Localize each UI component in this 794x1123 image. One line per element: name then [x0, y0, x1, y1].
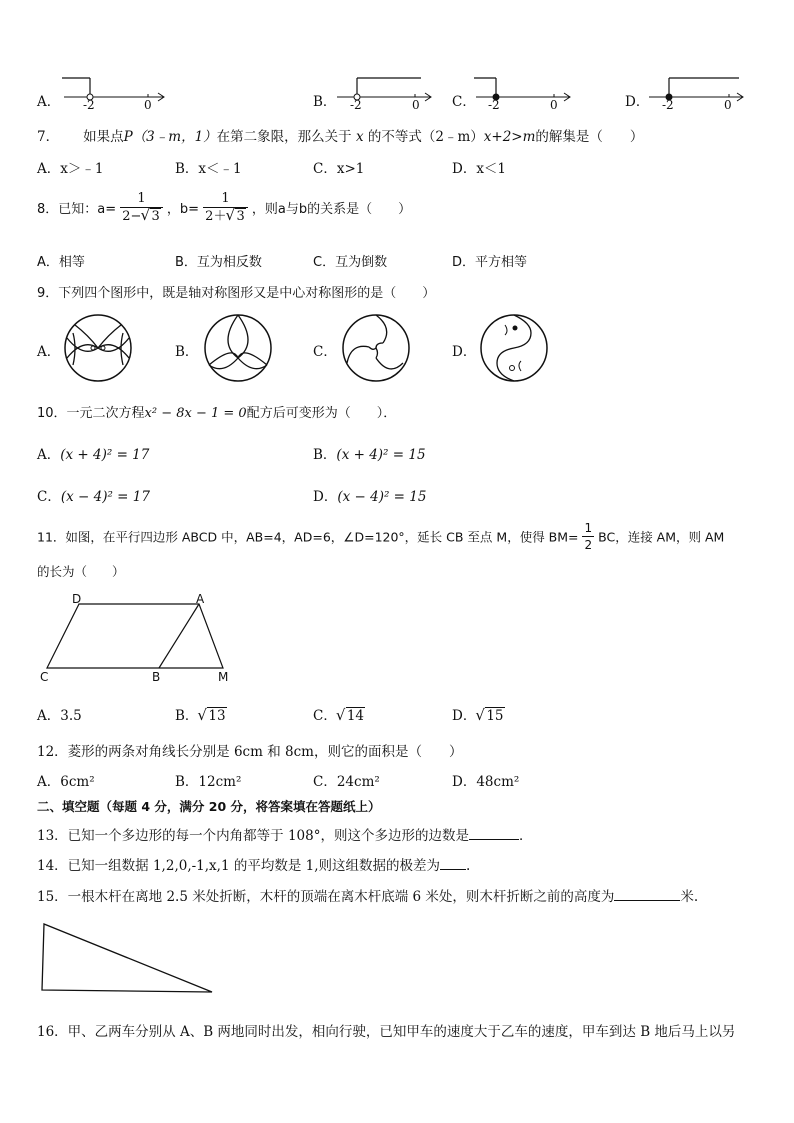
q7-stem: [37, 125, 643, 145]
q9-stem: 9．下列四个图形中，既是轴对称图形又是中心对称图形的是（ ）: [37, 286, 436, 301]
q11-label-c: C: [40, 670, 49, 684]
q15-answer-blank[interactable]: [614, 888, 680, 901]
q6-option-d-label: D．: [625, 94, 650, 110]
q13-answer-blank[interactable]: [469, 827, 519, 840]
q8-fraction-a: [120, 192, 162, 223]
q9-figure-d: [479, 313, 549, 383]
q11-frac-den: 2: [584, 538, 593, 552]
q15-stem: [37, 885, 698, 905]
q10-option-c-label: C．: [37, 489, 61, 505]
q7-number: 7．: [37, 129, 60, 145]
q6-option-a-label: A．: [37, 94, 61, 110]
q9-figure-c: [341, 313, 411, 383]
q8-option-a: A．相等: [37, 255, 85, 270]
q6-a-tick-left: -2: [83, 98, 95, 112]
q10-option-a: [37, 443, 149, 463]
q10-equation: x² − 8x − 1 = 0: [144, 406, 247, 421]
q11-option-d-label: D．: [452, 708, 477, 724]
q11-label-b: B: [152, 670, 161, 684]
q6-number-line-a: [60, 70, 170, 112]
q10-option-a-expr: (x + 4)² = 17: [60, 447, 150, 463]
q9-figure-a: [63, 313, 133, 383]
q11-option-b-label: B．: [175, 708, 199, 724]
q6-option-b-label: B．: [313, 94, 337, 110]
q6-number-line-b: [333, 70, 438, 112]
q14-text: 14．已知一组数据 1,2,0,-1,x,1 的平均数是 1,则这组数据的极差为: [37, 858, 441, 874]
q16-stem: 16．甲、乙两车分别从 A、B 两地同时出发，相向行驶，已知甲车的速度大于乙车的速度，甲车到达 B 地后马上以另: [37, 1024, 736, 1040]
q7-option-a: A．x＞﹣1: [37, 161, 104, 177]
q10-option-d-label: D．: [313, 489, 338, 505]
q9-option-d-label: D．: [452, 344, 477, 360]
q12-stem: 12．菱形的两条对角线长分别是 6cm 和 8cm，则它的面积是（ ）: [37, 744, 463, 760]
q10-option-d-expr: (x − 4)² = 15: [337, 489, 427, 505]
q10-option-b-expr: (x + 4)² = 15: [336, 447, 426, 463]
q11-option-d-rad: 15: [486, 708, 504, 724]
q13-end: ．: [519, 828, 533, 844]
q11-option-d: [452, 704, 505, 724]
q8-separator: ，b=: [166, 202, 200, 217]
q11-stem-line1: [37, 522, 724, 551]
q11-option-c-label: C．: [313, 708, 337, 724]
section-2-heading: 二、填空题（每题 4 分，满分 20 分，将答案填在答题纸上）: [37, 799, 381, 814]
q11-label-d: D: [72, 592, 82, 606]
q9-option-a-label: A．: [37, 344, 61, 360]
q8-a-den-int: 2−: [122, 209, 142, 224]
q6-b-tick-left: -2: [350, 98, 362, 112]
q8-b-den-rad: 3: [236, 209, 245, 224]
q9-figure-b: [203, 313, 273, 383]
q15-end: 米.: [680, 889, 699, 905]
q10-option-c-expr: (x − 4)² = 17: [60, 489, 150, 505]
q11-parallelogram-figure: [37, 590, 247, 685]
q8-fraction-b: [203, 192, 248, 223]
q7-text-2: 在第二象限，那么关于: [216, 129, 352, 145]
q7-text-1: 如果点: [83, 129, 124, 145]
q6-number-line-d: [645, 70, 750, 112]
q11-fraction: [582, 522, 594, 551]
q10-option-d: [313, 485, 426, 505]
q11-option-b: [175, 704, 227, 724]
q6-a-tick-right: 0: [144, 98, 152, 112]
q7-option-d: D．x＜1: [452, 161, 507, 177]
q6-c-tick-left: -2: [488, 98, 500, 112]
q9-option-b-label: B．: [175, 344, 199, 360]
q14-end: .: [466, 858, 471, 874]
q10-option-a-label: A．: [37, 447, 61, 463]
q7-point: P（3﹣m，1）: [123, 129, 217, 145]
q8-b-numerator: 1: [221, 191, 230, 206]
q9-option-c-label: C．: [313, 344, 337, 360]
q12-option-a: A．6cm²: [37, 774, 95, 790]
q6-b-tick-right: 0: [412, 98, 420, 112]
q11-frac-num: 1: [584, 521, 593, 535]
q14-stem: [37, 854, 470, 874]
q11-option-b-rad: 13: [208, 708, 226, 724]
q8-option-b: B．互为相反数: [175, 255, 262, 270]
q11-label-m: M: [218, 670, 229, 684]
q11-label-a: A: [196, 592, 205, 606]
q8-suffix: ，则a与b的关系是（ ）: [251, 202, 412, 217]
q8-a-numerator: 1: [137, 191, 146, 206]
q8-a-den-rad: 3: [151, 209, 160, 224]
q7-option-c: C．x>1: [313, 161, 365, 177]
q8-b-den-int: 2＋: [205, 209, 227, 224]
q7-inequality: x+2>m: [483, 129, 536, 145]
q10-option-b: [313, 443, 426, 463]
q6-d-tick-right: 0: [724, 98, 732, 112]
q7-text-3: 的不等式（2﹣m）: [367, 129, 484, 145]
q12-option-c: C．24cm²: [313, 774, 380, 790]
q6-c-tick-right: 0: [550, 98, 558, 112]
q10-suffix: 配方后可变形为（ ）．: [246, 406, 397, 421]
q10-option-c: [37, 485, 150, 505]
q8-stem: [37, 192, 411, 223]
q7-option-b: B．x＜﹣1: [175, 161, 242, 177]
q11-stem-line2: 的长为（ ）: [37, 564, 125, 579]
q8-option-d: D．平方相等: [452, 255, 528, 270]
q11-text-2: BC，连接 AM，则 AM: [598, 529, 725, 545]
q7-var-x: x: [355, 129, 364, 145]
q8-prefix: 8．已知：a=: [37, 202, 117, 217]
q8-option-c: C．互为倒数: [313, 255, 388, 270]
q13-text: 13．已知一个多边形的每一个内角都等于 108°，则这个多边形的边数是: [37, 828, 469, 844]
q13-stem: [37, 824, 533, 844]
q11-text-1: 11．如图，在平行四边形 ABCD 中，AB=4，AD=6，∠D=120°，延长 CB 至点 M，使得 BM=: [37, 529, 579, 545]
q11-option-c-rad: 14: [346, 708, 365, 724]
q10-stem: [37, 402, 396, 421]
q11-option-a: A．3.5: [37, 708, 82, 724]
q15-text: 15．一根木杆在离地 2.5 米处折断，木杆的顶端在离木杆底端 6 米处，则木杆折断之前的高度为: [37, 889, 615, 905]
q10-option-b-label: B．: [313, 447, 337, 463]
q14-answer-blank[interactable]: [440, 857, 466, 870]
q7-text-4: 的解集是（ ）: [535, 129, 644, 145]
q6-d-tick-left: -2: [662, 98, 674, 112]
q12-option-d: D．48cm²: [452, 774, 520, 790]
q15-triangle-figure: [38, 920, 218, 995]
q6-option-c-label: C．: [452, 94, 476, 110]
q12-option-b: B．12cm²: [175, 774, 242, 790]
q10-prefix: 10．一元二次方程: [37, 406, 145, 421]
q11-option-c: [313, 704, 365, 724]
